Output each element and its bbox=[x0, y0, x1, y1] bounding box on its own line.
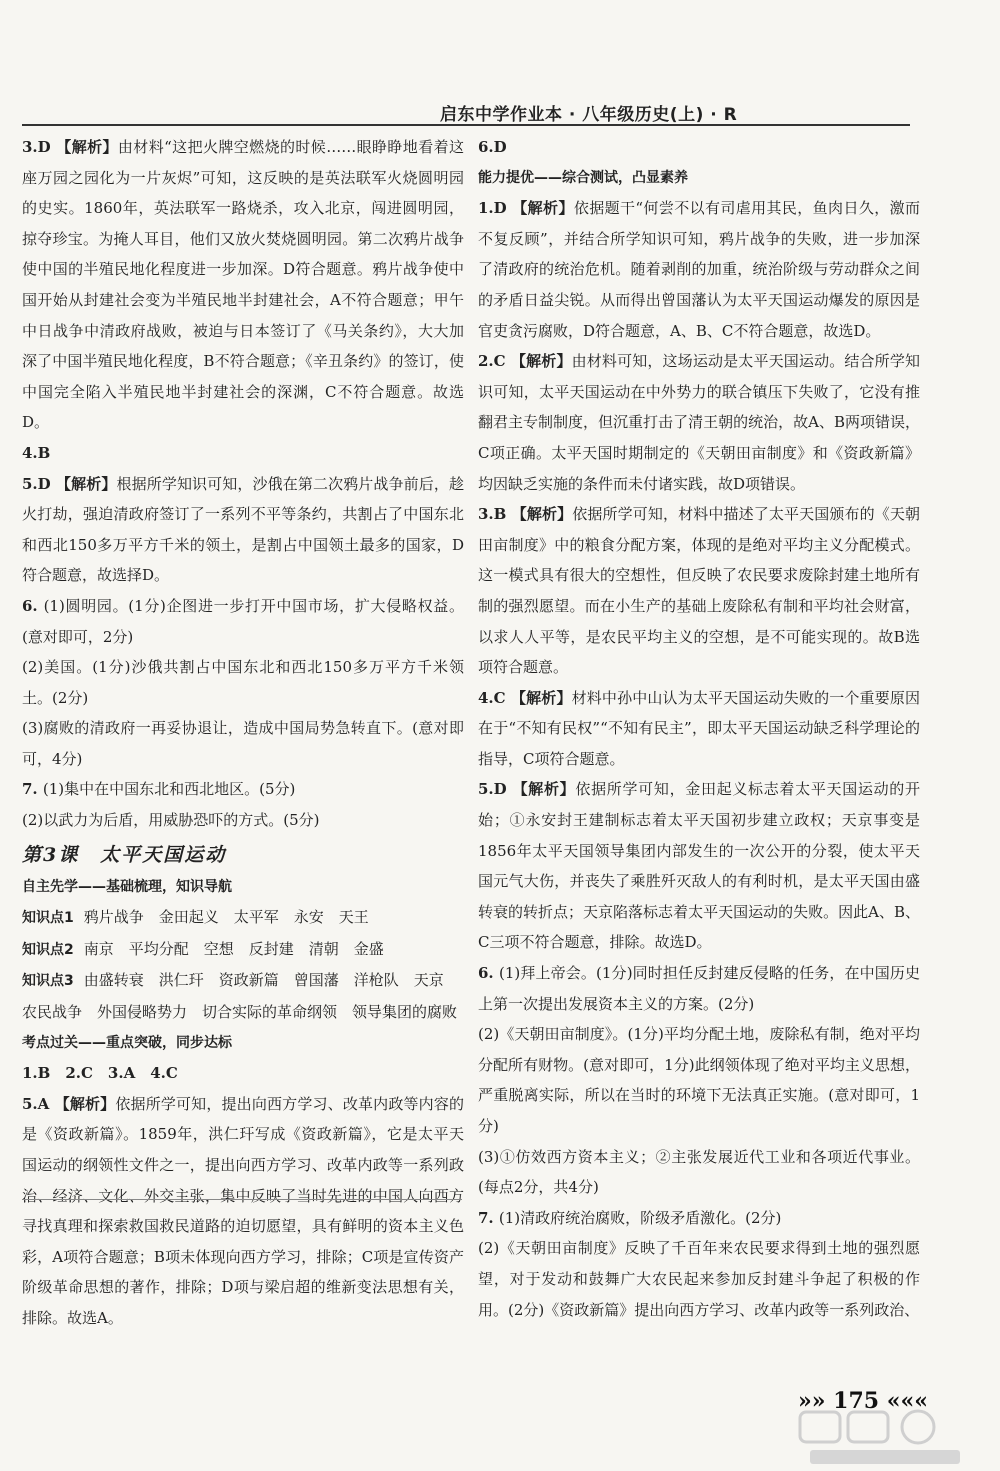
answer-paragraph bbox=[22, 438, 464, 469]
answer-paragraph bbox=[478, 193, 920, 346]
knowledge-point-label: 知识点3 bbox=[22, 973, 74, 990]
lesson-title: 第3课 太平天国运动 bbox=[22, 843, 227, 866]
answer-text: 根据所学知识可知，沙俄在第二次鸦片战争前后，趁火打劫，强迫清政府签订了一系列不平等条约，共割占了中国东北和西北150多万平方千米的领土，是割占中国领土最多的国家，D符合题意，故选择D。 bbox=[22, 474, 464, 585]
knowledge-point-label: 知识点2 bbox=[22, 941, 74, 958]
answer-paragraph bbox=[22, 805, 464, 836]
analysis-tag: 【解析】 bbox=[56, 138, 118, 156]
answer-text: (1)圆明园。(1分)企图进一步打开中国市场，扩大侵略权益。(意对即可，2分) bbox=[22, 596, 464, 646]
answer-paragraph bbox=[478, 132, 920, 163]
answer-paragraph bbox=[478, 958, 920, 1019]
analysis-tag: 【解析】 bbox=[512, 780, 576, 799]
answer-text: 依据题干“何尝不以有司虐用其民，鱼肉日久，激而不复反顾”，并结合所学知识可知，鸦片战争的失败，进一步加深了清政府的统治危机。随着剥削的加重，统治阶级与劳动群众之间的矛盾日益尖锐。从而得出曾国藩认为太平天国运动爆发的原因是官吏贪污腐败，D符合题意，A、B、C不符合题意，故选D。 bbox=[478, 199, 920, 340]
answer-paragraph bbox=[478, 774, 920, 958]
answer-number: 1.B 2.C 3.A 4.C bbox=[22, 1064, 178, 1083]
watermark-logo-icon bbox=[796, 1408, 992, 1468]
section-heading: 能力提优——综合测试，凸显素养 bbox=[478, 169, 688, 186]
answer-text: 依据所学可知，提出向西方学习、改革内政等内容的是《资政新篇》。1859年，洪仁玕写成《资政新篇》，它是太平天国运动的纲领性文件之一，提出向西方学习、改革内政等一系列政治、经济、文化、外交主张，集中反映了当时先进的中国人向西方寻找真理和探索救国救民道路的迫切愿望，具有鲜明的资本主义色彩，A项符合题意；B项未体现向西方学习，排除；C项是宣传资产阶级革命思想的著作，排除；D项与梁启超的维新变法思想有关，排除。故选A。 bbox=[22, 1094, 464, 1327]
answer-text: 材料中孙中山认为太平天国运动失败的一个重要原因在于“不知有民权”“不知有民主”，即太平天国运动缺乏科学理论的指导，C项符合题意。 bbox=[478, 688, 920, 768]
knowledge-point-label: 知识点1 bbox=[22, 910, 74, 927]
answer-text: 依据所学可知，金田起义标志着太平天国运动的开始；①永安封王建制标志着太平天国初步建立政权；天京事变是1856年太平天国领导集团内部发生的一次公开的分裂，使太平天国元气大伤，并丧失了乘胜歼灭敌人的有利时机，是太平天国由盛转衰的转折点；天京陷落标志着太平天国运动的失败。因此A、B、C三项不符合题意，排除。故选D。 bbox=[478, 780, 920, 952]
answer-text: (3)①仿效西方资本主义；②主张发展近代工业和各项近代事业。(每点2分，共4分) bbox=[478, 1147, 920, 1197]
answer-paragraph bbox=[22, 591, 464, 652]
section-heading: 自主先学——基础梳理，知识导航 bbox=[22, 878, 232, 895]
analysis-tag: 【解析】 bbox=[54, 1094, 116, 1113]
analysis-tag: 【解析】 bbox=[56, 474, 117, 493]
answer-text: 由材料“这把火牌空燃烧的时候……眼睁睁地看着这座万园之园化为一片灰烬”可知，这反映的是英法联军火烧圆明园的史实。1860年，英法联军一路烧杀，攻入北京，闯进圆明园，掠夺珍宝。为掩人耳目，他们又放火焚烧圆明园。第二次鸦片战争使中国的半殖民地化程度进一步加深。D符合题意。鸦片战争使中国开始从封建社会变为半殖民地半封建社会，A不符合题意；甲午中日战争中清政府战败，被迫与日本签订了《马关条约》，大大加深了中国半殖民地化程度，B不符合题意；《辛丑条约》的签订，使中国完全陷入半殖民地半封建社会的深渊，C不符合题意。故选D。 bbox=[22, 138, 464, 432]
answer-number: 2.C bbox=[478, 352, 511, 371]
analysis-tag: 【解析】 bbox=[510, 688, 572, 707]
answer-paragraph bbox=[478, 1233, 920, 1325]
running-header: 启东中学作业本 · 八年级历史(上) · R bbox=[440, 105, 738, 125]
knowledge-point bbox=[22, 965, 464, 1027]
answer-paragraph bbox=[22, 1089, 464, 1334]
knowledge-point bbox=[22, 902, 464, 934]
bottom-divider bbox=[22, 1199, 462, 1200]
answer-text: (1)清政府统治腐败，阶级矛盾激化。(2分) bbox=[498, 1208, 782, 1227]
answer-number: 6. bbox=[22, 596, 44, 615]
knowledge-point bbox=[22, 934, 464, 966]
answer-number: 7. bbox=[478, 1208, 499, 1227]
answer-paragraph bbox=[22, 774, 464, 805]
answer-text: 由材料可知，这场运动是太平天国运动。结合所学知识可知，太平天国运动在中外势力的联合镇压下失败了，它没有推翻君主专制制度，但沉重打击了清王朝的统治，故A、B两项错误，C项正确。太平天国时期制定的《天朝田亩制度》和《资政新篇》均因缺乏实施的条件而未付诸实践，故D项错误。 bbox=[478, 352, 920, 493]
arrows-right-icon: ««« bbox=[886, 1388, 929, 1414]
answer-paragraph bbox=[478, 1142, 920, 1203]
analysis-tag: 【解析】 bbox=[510, 352, 572, 371]
answer-text: (2)《天朝田亩制度》反映了千百年来农民要求得到土地的强烈愿望，对于发动和鼓舞广大农民起来参加反封建斗争起了积极的作用。(2分)《资政新篇》提出向西方学习、改革内政等一系列政治、 bbox=[478, 1239, 920, 1319]
answer-text: (3)腐败的清政府一再妥协退让，造成中国局势急转直下。(意对即可，4分) bbox=[22, 719, 464, 768]
knowledge-point-text: 南京 平均分配 空想 反封建 清朝 金盛 bbox=[83, 939, 384, 958]
section-heading: 考点过关——重点突破，同步达标 bbox=[22, 1034, 232, 1051]
knowledge-point-text: 由盛转衰 洪仁玕 资政新篇 曾国藩 洋枪队 天京 农民战争 外国侵略势力 切合实际的革命纲领 领导集团的腐败 bbox=[22, 971, 459, 1022]
answer-paragraph bbox=[478, 499, 920, 683]
answer-number: 5.D bbox=[478, 780, 513, 799]
answer-number: 3.B bbox=[478, 505, 512, 524]
answer-paragraph bbox=[22, 652, 464, 713]
answer-text: (2)以武力为后盾，用威胁恐吓的方式。(5分) bbox=[22, 811, 320, 830]
analysis-tag: 【解析】 bbox=[511, 505, 573, 524]
answer-text: (2)美国。(1分)沙俄共割占中国东北和西北150多万平方千米领土。(2分) bbox=[22, 658, 464, 707]
answer-text: (1)集中在中国东北和西北地区。(5分) bbox=[42, 780, 296, 799]
answer-number: 6. bbox=[478, 964, 500, 983]
arrows-left-icon: »» bbox=[798, 1388, 826, 1414]
answer-number: 5.D bbox=[22, 474, 57, 493]
answer-paragraph bbox=[22, 469, 464, 591]
answer-number: 4.B bbox=[22, 443, 51, 462]
analysis-tag: 【解析】 bbox=[512, 199, 574, 218]
answer-number: 5.A bbox=[22, 1094, 55, 1113]
answer-number: 6.D bbox=[478, 138, 507, 156]
answer-paragraph bbox=[22, 132, 464, 438]
answer-paragraph bbox=[22, 713, 464, 774]
answer-number: 4.C bbox=[478, 688, 511, 707]
page-number: 175 bbox=[833, 1388, 880, 1414]
knowledge-point-text: 鸦片战争 金田起义 太平军 永安 天王 bbox=[83, 908, 369, 927]
answer-paragraph bbox=[478, 346, 920, 499]
answer-number: 7. bbox=[22, 780, 43, 799]
answer-paragraph bbox=[478, 683, 920, 775]
answer-number: 3.D bbox=[22, 138, 57, 156]
answer-paragraph bbox=[478, 1019, 920, 1141]
answer-text: 依据所学可知，材料中描述了太平天国颁布的《天朝田亩制度》中的粮食分配方案，体现的是绝对平均主义分配模式。这一模式具有很大的空想性，但反映了农民要求废除封建土地所有制的强烈愿望。而在小生产的基础上废除私有制和平均社会财富，以求人人平等，是农民平均主义的空想，是不可能实现的。故B选项符合题意。 bbox=[478, 505, 920, 677]
answer-paragraph bbox=[478, 1203, 920, 1234]
left-column bbox=[22, 132, 464, 1334]
answer-text: (2)《天朝田亩制度》。(1分)平均分配土地，废除私有制，绝对平均分配所有财物。(意对即可，1分)此纲领体现了绝对平均主义思想，严重脱离实际，所以在当时的环境下无法真正实施。(意对即可，1分) bbox=[478, 1025, 920, 1135]
answer-paragraph bbox=[22, 1058, 464, 1089]
right-column bbox=[478, 132, 920, 1325]
answer-number: 1.D bbox=[478, 199, 513, 218]
header-rule bbox=[22, 124, 910, 126]
answer-text: (1)拜上帝会。(1分)同时担任反封建反侵略的任务，在中国历史上第一次提出发展资本主义的方案。(2分) bbox=[478, 964, 920, 1013]
